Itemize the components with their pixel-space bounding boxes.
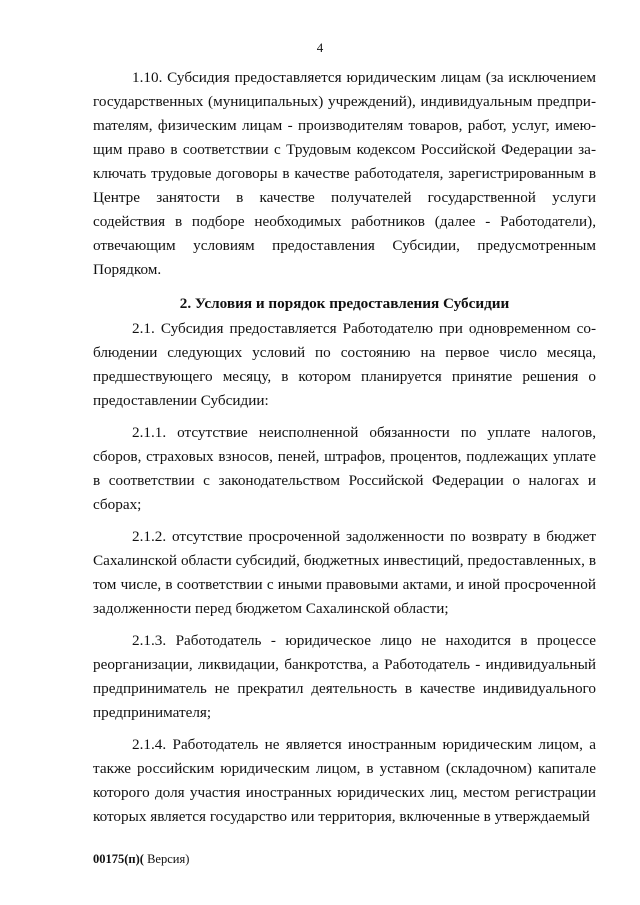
document-footer	[93, 851, 189, 867]
paragraph-1-10: 1.10. Субсидия предоставляется юридическим лицам (за исключением государственных (муниципальных) учреждений), индивидуальным предприmателям, физическим лицам - производителям товаров, работ, услуг, имеющим право в соответствии с Трудовым кодексом Российской Федерации заключать трудовые договоры в качестве работодателя, зарегистрированным в Центре занятости в качестве получателей государственной услуги содействия в подборе необходимых работников (далее - Работодатели), отвечающим условиям предоставления Субсидии, предусмотренным Порядком.	[93, 69, 596, 278]
paragraph-2-1-1: 2.1.1. отсутствие неисполненной обязанности по уплате налогов, сборов, страховых взносов, пеней, штрафов, процентов, подлежащих уплате в соответствии с законодательством Российской Федерации о налогах и сборах;	[93, 424, 596, 513]
paragraph-2-1-2: 2.1.2. отсутствие просроченной задолженности по возврату в бюджет Сахалинской области субсидий, бюджетных инвестиций, предоставленных, в том числе, в соответствии с иными правовыми актами, и иной просроченной задолженности перед бюджетом Сахалинской области;	[93, 528, 596, 617]
paragraph-2-1: 2.1. Субсидия предоставляется Работодателю при одновременном соблюдении следующих условий по состоянию на первое число месяца, предшествующего месяцу, в котором планируется принятие решения о предоставлении Субсидии:	[93, 320, 596, 409]
footer-doc-code: 00175(п)(	[93, 852, 144, 866]
paragraph-2-1-4: 2.1.4. Работодатель не является иностранным юридическим лицом, а также российским юридическим лицом, в уставном (складочном) капитале которого доля участия иностранных юридических лиц, местом регистрации которых является государство или территория, включенные в утверждаемый	[93, 736, 596, 825]
section-2-heading: 2. Условия и порядок предоставления Субсидии	[179, 295, 510, 312]
footer-version-label: Версия)	[143, 852, 190, 866]
paragraph-2-1-3: 2.1.3. Работодатель - юридическое лицо не находится в процессе реорганизации, ликвидации, банкротства, а Работодатель - индивидуальный предприниматель не прекратил деятельность в качестве индивидуального предпринимателя;	[93, 632, 596, 721]
page-number: 4	[316, 40, 324, 55]
document-body	[93, 66, 596, 829]
